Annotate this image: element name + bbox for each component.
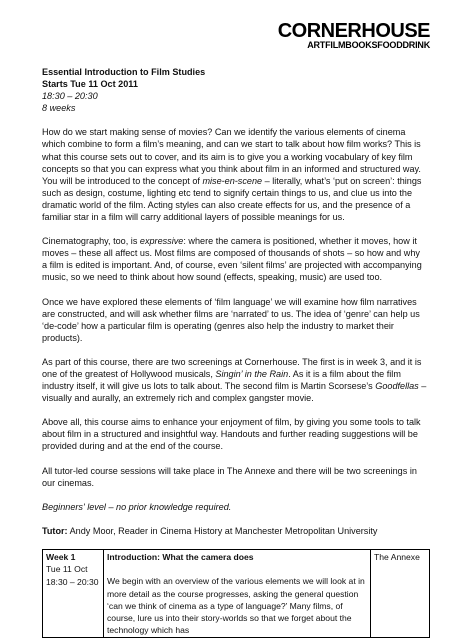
screenings-paragraph bbox=[42, 356, 427, 404]
course-duration: 8 weeks bbox=[42, 103, 76, 114]
cinematography-paragraph bbox=[42, 235, 427, 283]
film-title-singin: Singin’ in the Rain bbox=[215, 368, 289, 379]
intro-paragraph bbox=[42, 126, 427, 223]
intro-text-tail: – literally, what’s ‘put on screen’: things such as design, costume, lighting etc tend to signify certain things to us, and clue us into the dramatic world of the film. Acting styles can also create effects for us, and the presence of a familiar star in a film will carry additional layers of possible meanings for us. bbox=[42, 175, 422, 223]
cinematography-text-a: Cinematography, too, is bbox=[42, 236, 140, 247]
level-note: Beginners' level – no prior knowledge required. bbox=[42, 501, 232, 512]
session-venue: The Annexe bbox=[374, 551, 420, 562]
logo-tagline: ARTFILMBOOKSFOODDRINK bbox=[307, 40, 430, 50]
narrative-paragraph: Once we have explored these elements of ‘film language’ we will examine how film narratives are constructed, and will ask whether films are ‘narrated’ to us. The idea of ‘genre’ can help us ‘de-code’ how a particular film is operating (genres also help the industry to market their products). bbox=[42, 296, 420, 343]
cinematography-text-b: : where the camera is positioned, whether it moves, how it moves – these all affect us. Most films are composed of thousands of shots – so how and why a film is edited is important. And, of course, even ‘silent films’ are projected with accompanying music, so we need to think about how sound (effects, speaking, music) are used too. bbox=[42, 236, 422, 283]
tutor-text: Andy Moor, Reader in Cinema History at Manchester Metropolitan University bbox=[67, 525, 378, 536]
table-row bbox=[43, 549, 430, 637]
session-cell bbox=[104, 549, 371, 637]
week-cell bbox=[43, 549, 104, 637]
course-time: 18:30 – 20:30 bbox=[42, 91, 98, 102]
screenings-text-c: – visually and aurally, an extremely rich and complex gangster movie. bbox=[42, 381, 427, 404]
aims-paragraph: Above all, this course aims to enhance your enjoyment of film, by giving you some tools to talk about film in a structured and insightful way. Handouts and further reading suggestions will be provided during and at the end of the course. bbox=[42, 417, 421, 452]
film-title-goodfellas: Goodfellas bbox=[375, 381, 419, 392]
week-time: 18:30 – 20:30 bbox=[46, 576, 99, 587]
course-document bbox=[42, 66, 427, 638]
logo-wordmark: CORNERHOUSE bbox=[277, 20, 430, 42]
cornerhouse-logo bbox=[278, 22, 430, 50]
tutor-label: Tutor: bbox=[42, 525, 68, 536]
session-description: We begin with an overview of the various elements we will look at in more detail as the course progresses, asking the general question ‘can we think of cinema as a type of language?’ Many films, of course, lure us into their story-worlds so that we forget about the technology which has bbox=[107, 576, 365, 636]
intro-emphasis: mise-en-scene bbox=[202, 175, 263, 186]
course-title: Essential Introduction to Film Studies bbox=[42, 67, 206, 77]
week-date: Tue 11 Oct bbox=[46, 564, 88, 575]
tutor-line bbox=[42, 525, 427, 537]
screenings-text-a: As part of this course, there are two screenings at Cornerhouse. The first is in week 3, and it is one of the greatest of Hollywood musicals, bbox=[42, 356, 422, 379]
session-heading: Introduction: What the camera does bbox=[107, 551, 254, 562]
intro-text: How do we start making sense of movies? Can we identify the various elements of cinema which combine to form a film’s meaning, and can we start to talk about how film works? This is what this course sets out to cover, and its aim is to give you a working vocabulary of key film concepts so that you can express what you think about film in an informed and structured way. You will be introduced to the concept of bbox=[42, 127, 421, 186]
course-start: Starts Tue 11 Oct 2011 bbox=[42, 79, 138, 90]
week-label: Week 1 bbox=[46, 551, 76, 562]
course-header bbox=[42, 66, 427, 114]
schedule-table bbox=[42, 549, 430, 638]
venue-cell bbox=[371, 549, 430, 637]
venue-paragraph: All tutor-led course sessions will take place in The Annexe and there will be two screenings in our cinemas. bbox=[42, 465, 417, 488]
screenings-text-b: . As it is a film about the film industry itself, it will give us lots to talk about. The second film is Martin Scorsese’s bbox=[42, 368, 401, 392]
cinematography-emphasis: expressive bbox=[139, 236, 184, 247]
